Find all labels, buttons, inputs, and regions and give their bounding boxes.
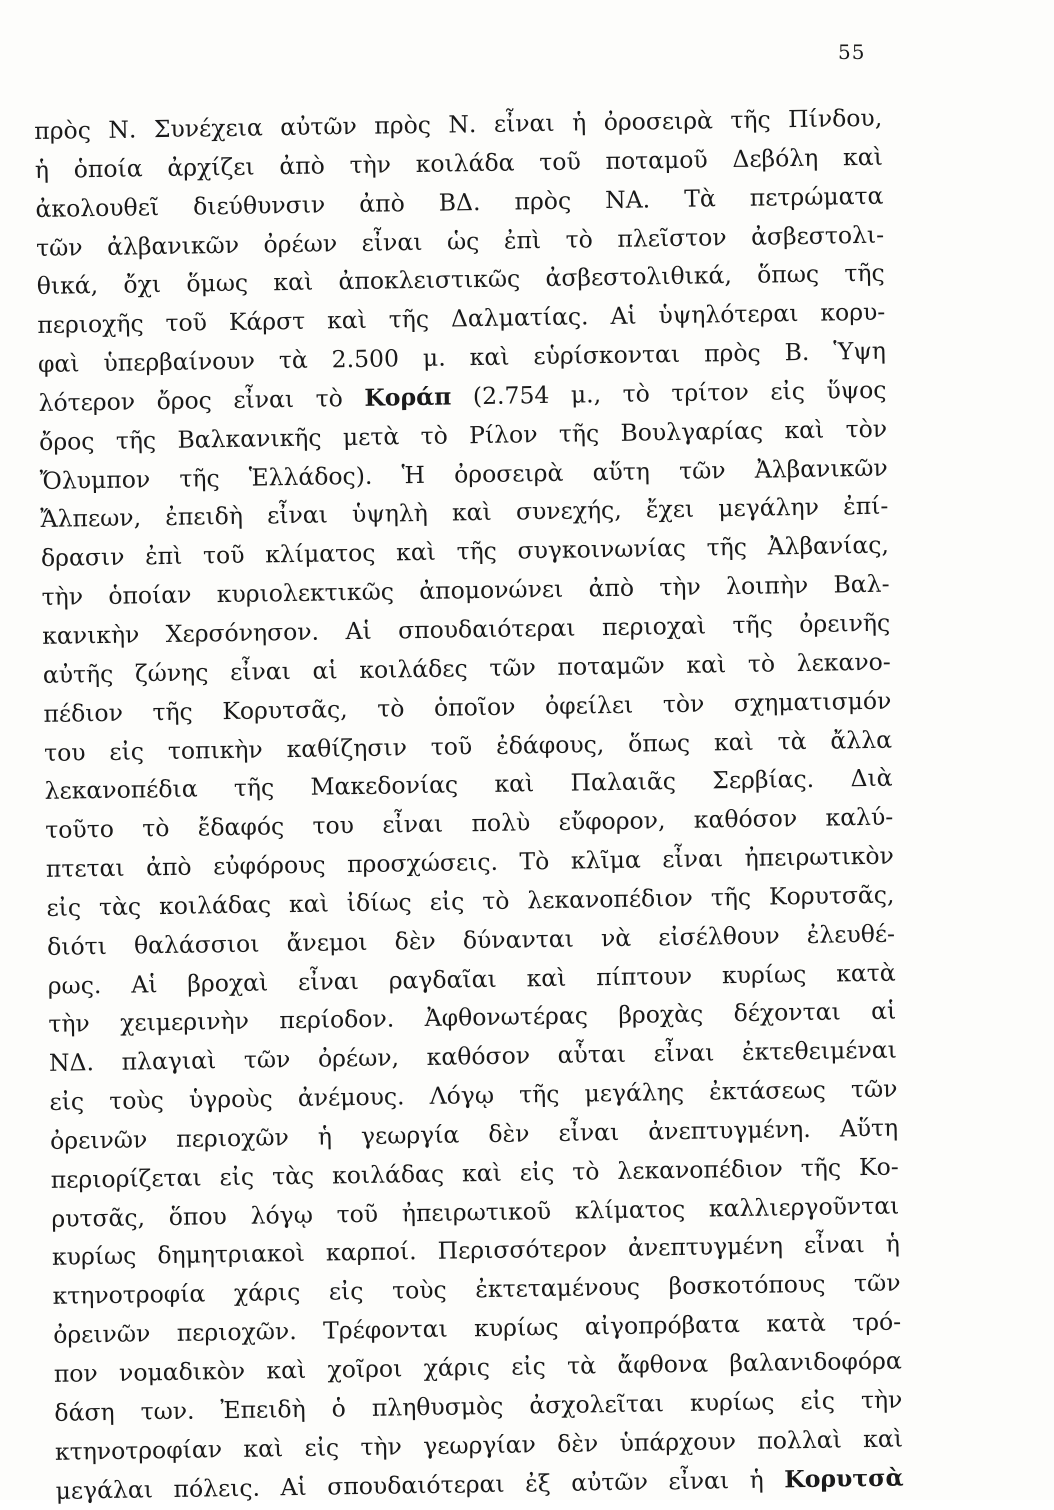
text-line: ρως. Αἱ βροχαὶ εἶναι ραγδαῖαι καὶ πίπτουν κυρίως κατὰ [47,958,896,1000]
text-line: ρυτσᾶς, ὅπου λόγῳ τοῦ ἠπειρωτικοῦ κλίματος καλλιεργοῦνται [51,1191,900,1233]
text-line: κτηνοτροφίαν καὶ εἰς τὴν γεωργίαν δὲν ὑπάρχουν πολλαὶ καὶ [54,1424,904,1466]
text-line: ὀρεινῶν περιοχῶν. Τρέφονται κυρίως αἰγοπρόβατα κατὰ τρό- [52,1307,902,1350]
text-line: περιορίζεται εἰς τὰς κοιλάδας καὶ εἰς τὸ λεκανοπέδιον τῆς Κο- [50,1152,899,1194]
text-line: αὐτῆς ζώνης εἶναι αἱ κοιλάδες τῶν ποταμῶν καὶ τὸ λεκανο- [42,647,891,689]
text-line: λεκανοπέδια τῆς Μακεδονίας καὶ Παλαιᾶς Σερβίας. Διὰ [44,763,893,806]
text-line: φαὶ ὑπερβαίνουν τὰ 2.500 μ. καὶ εὑρίσκονται πρὸς Β. Ὑψη [37,336,887,379]
text-line: ΝΔ. πλαγιαὶ τῶν ὀρέων, καθόσον αὗται εἶναι ἐκτεθειμέναι [48,1035,898,1078]
text-line: ἡ ὁποία ἀρχίζει ἀπὸ τὴν κοιλάδα τοῦ ποταμοῦ Δεβόλη καὶ [34,142,884,184]
text-line: κυρίως δημητριακοὶ καρποί. Περισσότερον ἀνεπτυγμένη εἶναι ἡ [51,1230,901,1272]
text-line: Ὄλυμπον τῆς Ἑλλάδος). Ἡ ὀροσειρὰ αὕτη τῶν Ἀλβανικῶν [39,453,888,495]
bold-place-name: Κοράπ [364,382,452,412]
text-line: πέδιον τῆς Κορυτσᾶς, τὸ ὁποῖον ὀφείλει τὸν σχηματισμόν [43,686,892,728]
text-line: ὀρεινῶν περιοχῶν ἡ γεωργία δὲν εἶναι ἀνεπτυγμένη. Αὕτη [49,1113,899,1155]
text-line: λότερον ὄρος εἶναι τὸ Κοράπ (2.754 μ., τὸ τρίτον εἰς ὕψος [38,375,887,417]
text-line: του εἰς τοπικὴν καθίζησιν τοῦ ἐδάφους, ὅπως καὶ τὰ ἄλλα [43,725,893,767]
text-line: κτηνοτροφία χάρις εἰς τοὺς ἐκτεταμένους βοσκοτόπους τῶν [52,1268,901,1311]
bold-place-name: Κορυτσὰ [784,1463,904,1493]
text-line: θικά, ὄχι ὅμως καὶ ἀποκλειστικῶς ἀσβεστολιθικά, ὅπως τῆς [36,259,885,301]
text-line: μεγάλαι πόλεις. Αἱ σπουδαιότεραι ἐξ αὐτῶν εἶναι ἡ Κορυτσὰ [55,1463,904,1505]
text-line: κανικὴν Χερσόνησον. Αἱ σπουδαιότεραι περιοχαὶ τῆς ὀρεινῆς [42,608,891,650]
text-line: τοῦτο τὸ ἔδαφός του εἶναι πολὺ εὔφορον, καθόσον καλύ- [45,802,894,845]
text-line: ὄρος τῆς Βαλκανικῆς μετὰ τὸ Ρίλον τῆς Βουλγαρίας καὶ τὸν [38,414,888,456]
text-line: Ἄλπεων, ἐπειδὴ εἶναι ὑψηλὴ καὶ συνεχής, ἔχει μεγάλην ἐπί- [40,492,889,534]
text-line: δρασιν ἐπὶ τοῦ κλίματος καὶ τῆς συγκοινωνίας τῆς Ἀλβανίας, [40,530,890,573]
text-line: πρὸς Ν. Συνέχεια αὐτῶν πρὸς Ν. εἶναι ἡ ὀροσειρὰ τῆς Πίνδου, [34,103,883,145]
text-line: διότι θαλάσσιοι ἄνεμοι δὲν δύνανται νὰ εἰσέλθουν ἐλευθέ- [46,919,896,961]
text-line: ἀκολουθεῖ διεύθυνσιν ἀπὸ ΒΔ. πρὸς ΝΑ. Τὰ πετρώματα [35,181,884,223]
text-line: πον νομαδικὸν καὶ χοῖροι χάρις εἰς τὰ ἄφθονα βαλανιδοφόρα [53,1346,902,1388]
text-line: εἰς τὰς κοιλάδας καὶ ἰδίως εἰς τὸ λεκανοπέδιον τῆς Κορυτσᾶς, [46,880,895,922]
text-line: τὴν ὁποίαν κυριολεκτικῶς ἀπομονώνει ἀπὸ τὴν λοιπὴν Βαλ- [41,569,890,612]
text-line: πτεται ἀπὸ εὐφόρους προσχώσεις. Τὸ κλῖμα εἶναι ἠπειρωτικὸν [45,841,895,883]
body-text [34,99,904,1510]
text-line: δάση των. Ἐπειδὴ ὁ πληθυσμὸς ἀσχολεῖται κυρίως εἰς τὴν [54,1385,903,1427]
text-line: εἰς τοὺς ὑγροὺς ἀνέμους. Λόγῳ τῆς μεγάλης ἐκτάσεως τῶν [49,1074,898,1116]
text-line: περιοχῆς τοῦ Κάρστ καὶ τῆς Δαλματίας. Αἱ ὑψηλότεραι κορυ- [37,297,886,340]
text-line: τῶν ἀλβανικῶν ὀρέων εἶναι ὡς ἐπὶ τὸ πλεῖστον ἀσβεστολι- [35,220,885,262]
text-line: τὴν χειμερινὴν περίοδον. Ἀφθονωτέρας βροχὰς δέχονται αἱ [48,996,897,1039]
page-number: 55 [838,40,866,64]
